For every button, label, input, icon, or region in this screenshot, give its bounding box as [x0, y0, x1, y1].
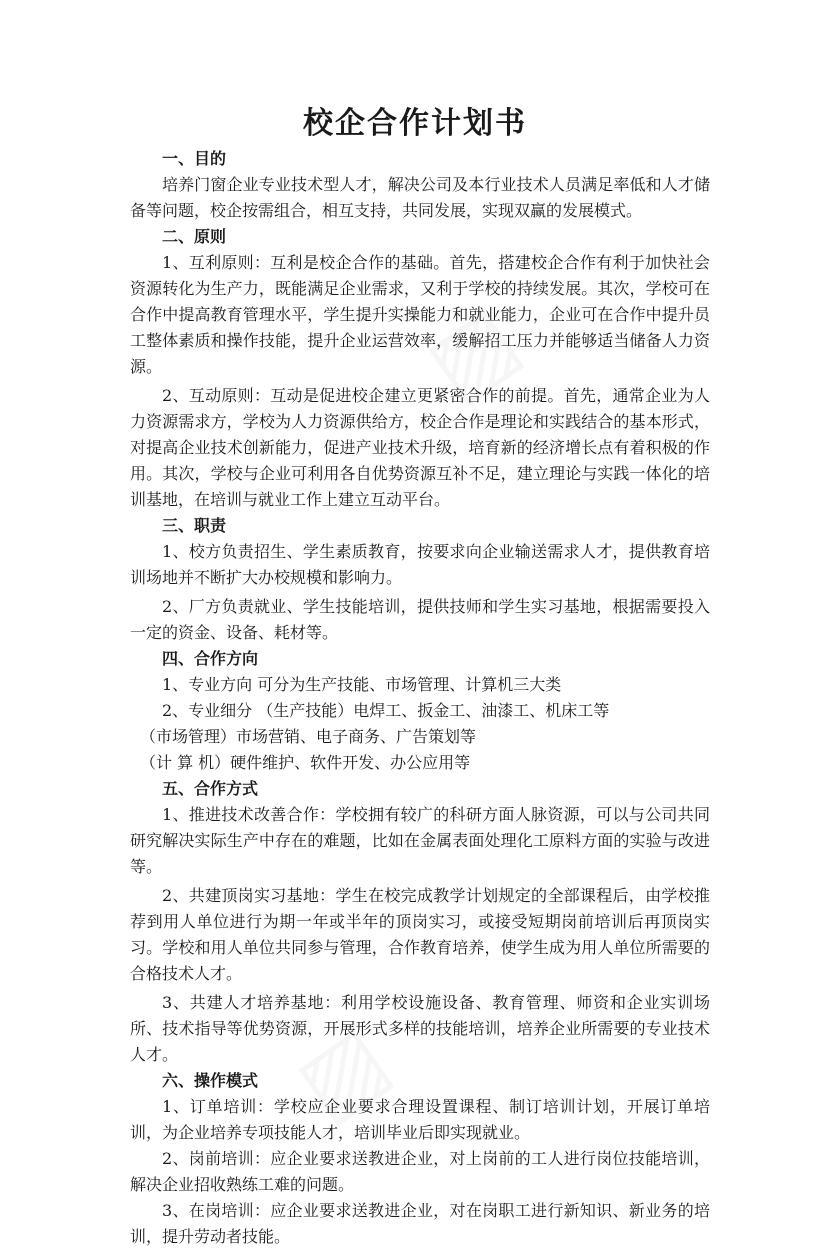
- paragraph: 2、共建顶岗实习基地：学生在校完成教学计划规定的全部课程后，由学校推荐到用人单位进行为期一年或半年的顶岗实习，或接受短期岗前培训后再顶岗实习。学校和用人单位共同参与管理，合作教育培养，使学生成为用人单位所需要的合格技术人才。: [130, 886, 710, 983]
- paragraph: 1、互利原则：互利是校企合作的基础。首先，搭建校企合作有利于加快社会资源转化为生产力，既能满足企业需求，又利于学校的持续发展。其次，学校可在合作中提高教育管理水平，学生提升实操能力和就业能力，企业可在合作中提升员工整体素质和操作技能，提升企业运营效率，缓解招工压力并能够适当储备人力资源。: [130, 253, 710, 376]
- list-item: （计 算 机）硬件维护、软件开发、办公应用等: [140, 753, 471, 772]
- paragraph: 1、推进技术改善合作：学校拥有较广的科研方面人脉资源，可以与公司共同研究解决实际生产中存在的难题，比如在金属表面处理化工原料方面的实验与改进等。: [130, 805, 710, 876]
- paragraph: 1、校方负责招生、学生素质教育，按要求向企业输送需求人才，提供教育培训场地并不断扩大办校规模和影响力。: [130, 542, 710, 587]
- paragraph: 2、互动原则：互动是促进校企建立更紧密合作的前提。首先，通常企业为人力资源需求方，学校为人力资源供给方，校企合作是理论和实践结合的基本形式，对提高企业技术创新能力，促进产业技术升级，培育新的经济增长点有着积极的作用。其次，学校与企业可利用各自优势资源互补不足，建立理论与实践一体化的培训基地，在培训与就业工作上建立互动平台。: [130, 386, 710, 509]
- paragraph: 培养门窗企业专业技术型人才，解决公司及本行业技术人员满足率低和人才储备等问题，校企按需组合，相互支持，共同发展，实现双赢的发展模式。: [130, 175, 710, 220]
- section-heading: 五、合作方式: [162, 779, 259, 798]
- paragraph: 3、共建人才培养基地：利用学校设施设备、教育管理、师资和企业实训场所、技术指导等优势资源，开展形式多样的技能培训，培养企业所需要的专业技术人才。: [130, 993, 710, 1064]
- list-item: 1、专业方向 可分为生产技能、市场管理、计算机三大类: [162, 675, 562, 694]
- document-body: [130, 146, 710, 1250]
- section-heading: 六、操作模式: [162, 1071, 259, 1090]
- paragraph: 2、厂方负责就业、学生技能培训，提供技师和学生实习基地，根据需要投入一定的资金、设备、耗材等。: [130, 597, 710, 642]
- paragraph: 1、订单培训：学校应企业要求合理设置课程、制订培训计划，开展订单培训，为企业培养专项技能人才，培训毕业后即实现就业。: [130, 1097, 710, 1142]
- section-heading: 四、合作方向: [162, 649, 259, 668]
- section-heading: 二、原则: [162, 227, 227, 246]
- section-heading: 一、目的: [162, 149, 227, 168]
- document-title: 校企合作计划书: [303, 106, 527, 141]
- paragraph: 2、岗前培训：应企业要求送教进企业，对上岗前的工人进行岗位技能培训，解决企业招收熟练工难的问题。: [130, 1149, 710, 1194]
- section-heading: 三、职责: [162, 516, 227, 535]
- paragraph: 3、在岗培训：应企业要求送教进企业，对在岗职工进行新知识、新业务的培训，提升劳动者技能。: [130, 1201, 710, 1246]
- list-item: 2、专业细分 （生产技能）电焊工、扳金工、油漆工、机床工等: [162, 701, 610, 720]
- list-item: （市场管理）市场营销、电子商务、广告策划等: [140, 727, 477, 746]
